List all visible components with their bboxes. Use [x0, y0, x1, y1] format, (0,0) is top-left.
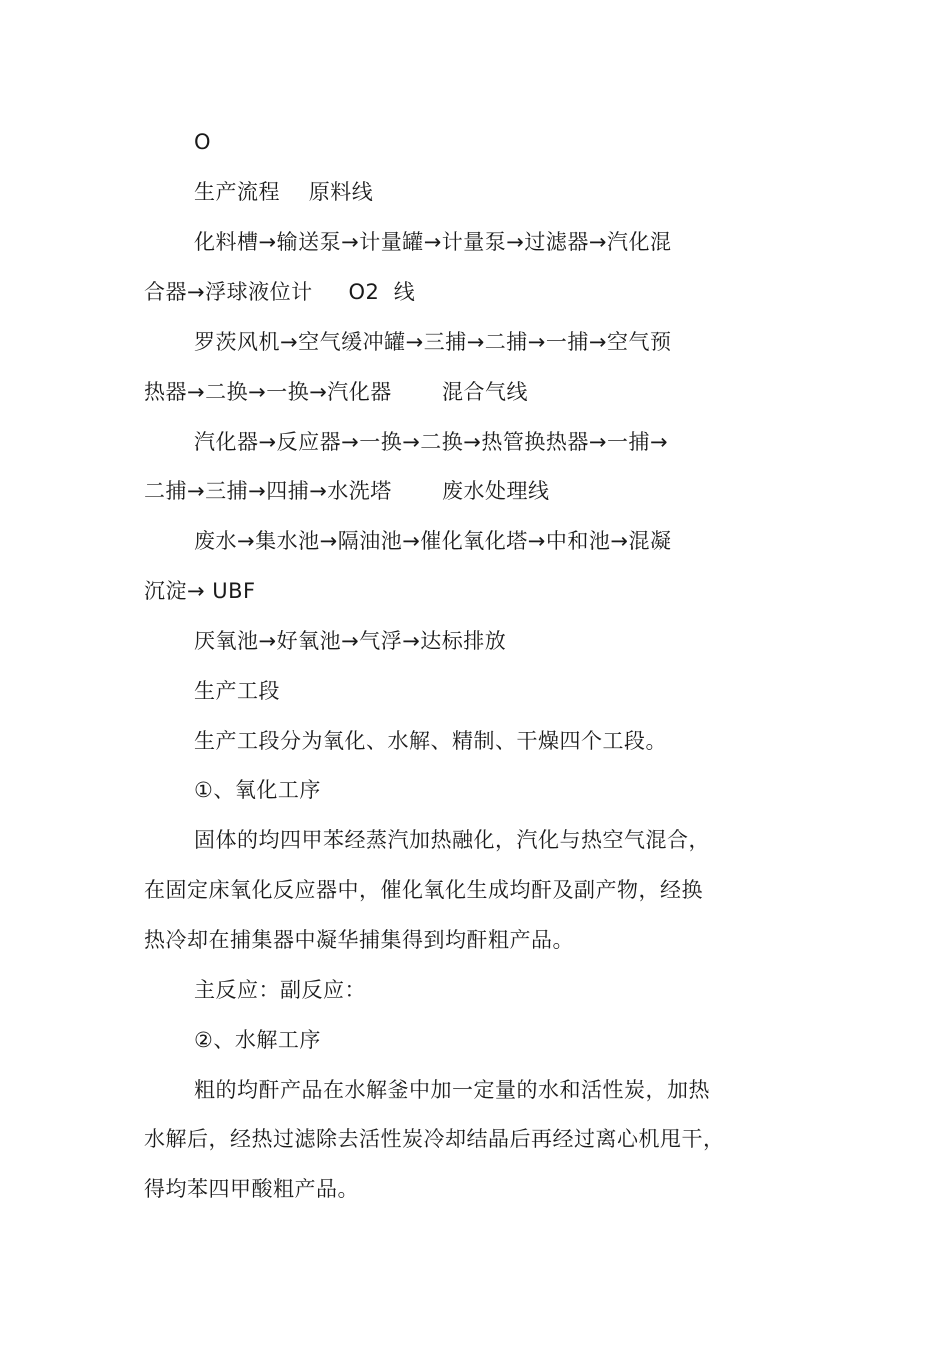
- heading-production-flow: 生产流程 原料线: [194, 180, 374, 204]
- text-line: 得均苯四甲酸粗产品。: [144, 1177, 359, 1201]
- text-line: 汽化器→反应器→一换→二换→热管换热器→一捕→: [194, 430, 669, 454]
- text-line: 粗的均酐产品在水解釜中加一定量的水和活性炭，加热: [194, 1078, 710, 1102]
- text-line: 水解后，经热过滤除去活性炭冷却结晶后再经过离心机甩干，: [144, 1127, 725, 1151]
- text-line: 沉淀→ UBF: [144, 579, 256, 603]
- text-line-marker: O: [194, 130, 212, 154]
- text-line: 罗茨风机→空气缓冲罐→三捕→二捕→一捕→空气预: [194, 330, 672, 354]
- heading-oxidation: ①、氧化工序: [194, 778, 321, 802]
- heading-production-sections: 生产工段: [194, 679, 280, 703]
- text-line: 固体的均四甲苯经蒸汽加热融化，汽化与热空气混合，: [194, 828, 710, 852]
- text-line: 热器→二换→一换→汽化器 混合气线: [144, 380, 529, 404]
- text-line: 主反应：副反应：: [194, 978, 366, 1002]
- heading-hydrolysis: ②、水解工序: [194, 1028, 321, 1052]
- text-line: 在固定床氧化反应器中，催化氧化生成均酐及副产物，经换: [144, 878, 703, 902]
- text-line: 废水→集水池→隔油池→催化氧化塔→中和池→混凝: [194, 529, 672, 553]
- text-line: 合器→浮球液位计 O2 线: [144, 280, 416, 304]
- text-line: 热冷却在捕集器中凝华捕集得到均酐粗产品。: [144, 928, 574, 952]
- text-line: 化料槽→输送泵→计量罐→计量泵→过滤器→汽化混: [194, 230, 672, 254]
- text-line: 二捕→三捕→四捕→水洗塔 废水处理线: [144, 479, 550, 503]
- text-line: 厌氧池→好氧池→气浮→达标排放: [194, 629, 507, 653]
- text-line: 生产工段分为氧化、水解、精制、干燥四个工段。: [194, 729, 667, 753]
